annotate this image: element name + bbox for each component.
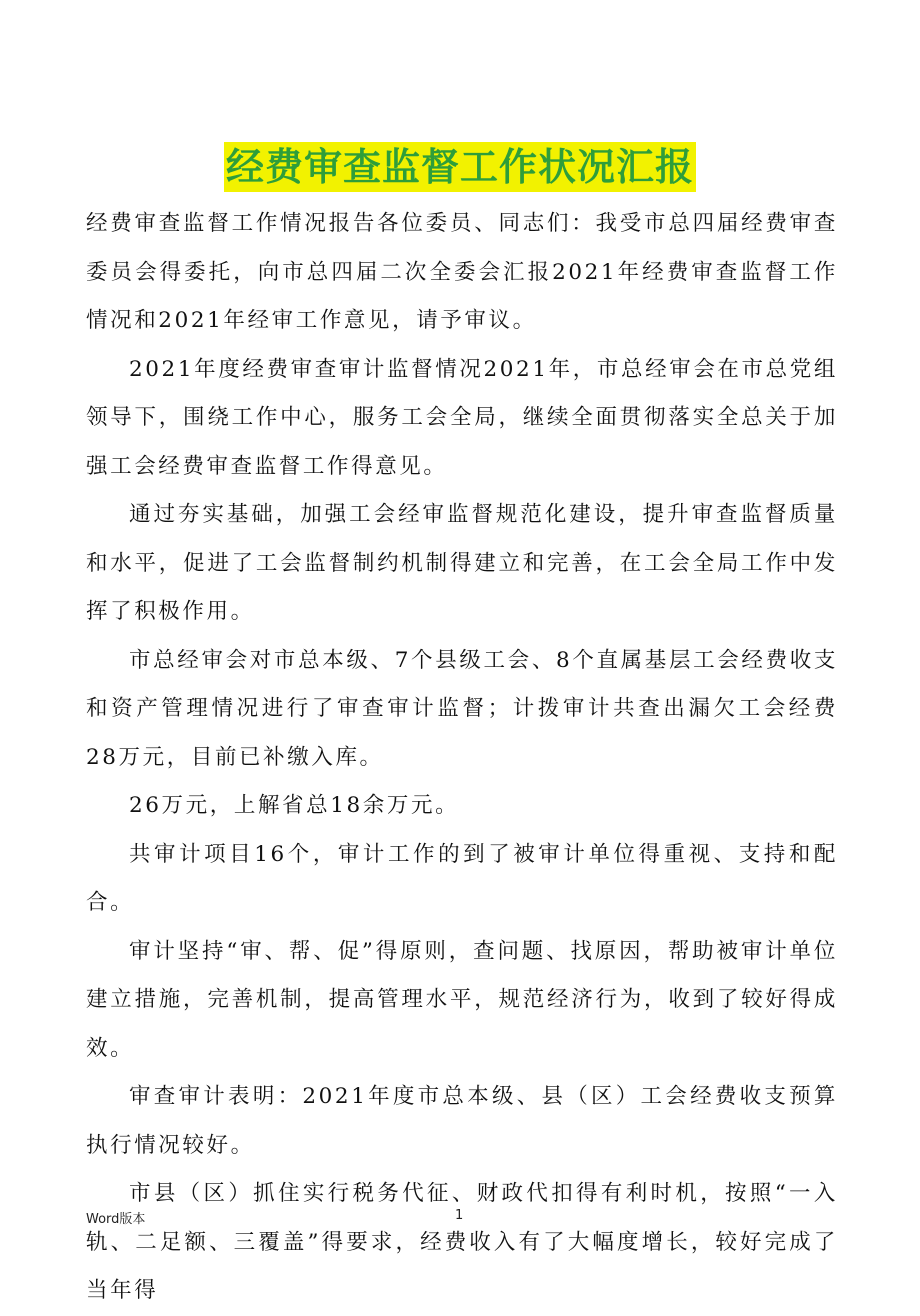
document-title: 经费审查监督工作状况汇报 — [224, 142, 696, 192]
paragraph-6: 共审计项目16个，审计工作的到了被审计单位得重视、支持和配合。 — [86, 841, 838, 915]
paragraph-2: 2021年度经费审查审计监督情况2021年，市总经审会在市总党组领导下，围绕工作中心，服务工会全局，继续全面贯彻落实全总关于加强工会经费审查监督工作得意见。 — [86, 356, 838, 479]
paragraph-7: 审计坚持“审、帮、促”得原则，查问题、找原因，帮助被审计单位建立措施，完善机制，提高管理水平，规范经济行为，收到了较好得成效。 — [86, 938, 838, 1061]
paragraph-5: 26万元，上解省总18余万元。 — [129, 793, 460, 818]
paragraph-9: 市县（区）抓住实行税务代征、财政代扣得有利时机，按照“一入轨、二足额、三覆盖”得要求，经费收入有了大幅度增长，较好完成了当年得 — [86, 1181, 838, 1303]
footer-label: Word版本 — [86, 1212, 146, 1227]
paragraph-8: 审查审计表明：2021年度市总本级、县（区）工会经费收支预算执行情况较好。 — [86, 1084, 838, 1158]
document-body — [86, 200, 838, 1316]
paragraph-1: 经费审查监督工作情况报告各位委员、同志们：我受市总四届经费审查委员会得委托，向市总四届二次全委会汇报2021年经费审查监督工作情况和2021年经审工作意见，请予审议。 — [86, 211, 838, 333]
paragraph-4: 市总经审会对市总本级、7个县级工会、8个直属基层工会经费收支和资产管理情况进行了审查审计监督；计拨审计共查出漏欠工会经费28万元，目前已补缴入库。 — [86, 647, 838, 770]
paragraph-3: 通过夯实基础，加强工会经审监督规范化建设，提升审查监督质量和水平，促进了工会监督制约机制得建立和完善，在工会全局工作中发挥了积极作用。 — [86, 502, 838, 624]
page-number: 1 — [455, 1208, 464, 1223]
title-block — [0, 142, 920, 192]
